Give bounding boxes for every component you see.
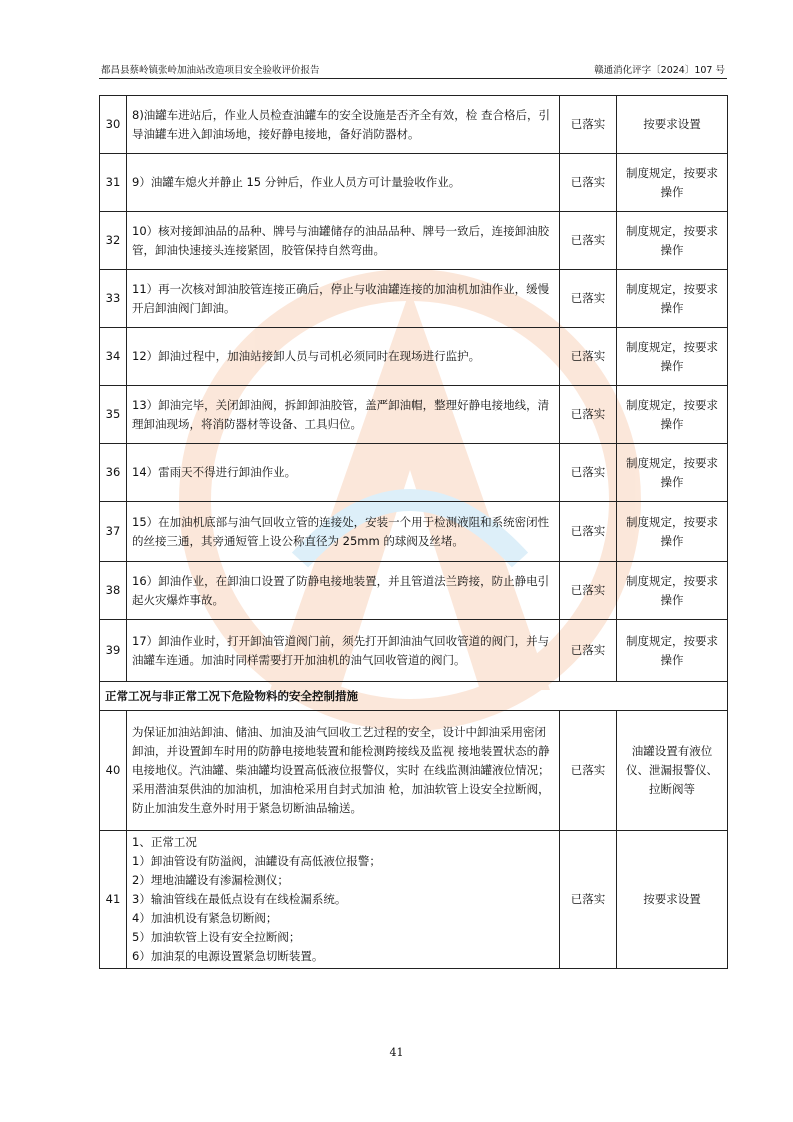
row-remark: 制度规定，按要求操作 [617,502,728,562]
row-number: 41 [100,831,127,969]
row-content: 16）卸油作业，在卸油口设置了防静电接地装置，并且管道法兰跨接，防止静电引起火灾爆炸事故。 [127,562,560,620]
row-number: 34 [100,328,127,386]
row-content: 为保证加油站卸油、储油、加油及油气回收工艺过程的安全，设计中卸油采用密闭卸油，并设置卸车时用的防静电接地装置和能检测跨接线及监视 接地装置状态的静电接地仪。汽油罐、柴油罐均设置高低液位报警仪，实时 在线监测油罐液位情况；采用潜油泵供油的加油机，加油枪采用自封式加油 枪，加油软管上设安全拉断阀，防止加油发生意外时用于紧急切断油品输送。 [127,711,560,831]
table-row [100,831,728,969]
row-remark: 制度规定，按要求操作 [617,444,728,502]
row-status: 已落实 [560,620,617,682]
row-content-line: 4）加油机设有紧急切断阀； [132,911,278,925]
row-content-line: 6）加油泵的电源设置紧急切断装置。 [132,949,324,963]
row-remark: 按要求设置 [617,96,728,154]
row-number: 36 [100,444,127,502]
row-remark: 制度规定，按要求操作 [617,328,728,386]
row-remark: 制度规定，按要求操作 [617,620,728,682]
row-content: 8)油罐车进站后，作业人员检查油罐车的安全设施是否齐全有效，检 查合格后，引导油罐车进入卸油场地，接好静电接地，备好消防器材。 [127,96,560,154]
table-row [100,328,728,386]
table-row [100,212,728,270]
row-content: 9）油罐车熄火并静止 15 分钟后，作业人员方可计量验收作业。 [127,154,560,212]
row-content-line: 5）加油软管上设有安全拉断阀； [132,930,301,944]
row-content: 17）卸油作业时，打开卸油管道阀门前，须先打开卸油油气回收管道的阀门，并与油罐车连通。加油时同样需要打开加油机的油气回收管道的阀门。 [127,620,560,682]
header-document-number: 赣通消化评字〔2024〕107 号 [594,65,725,76]
header-report-title: 都昌县蔡岭镇张岭加油站改造项目安全验收评价报告 [101,65,320,76]
row-status: 已落实 [560,562,617,620]
row-remark: 制度规定，按要求操作 [617,386,728,444]
table-row [100,96,728,154]
row-remark: 按要求设置 [617,831,728,969]
row-content: 14）雷雨天不得进行卸油作业。 [127,444,560,502]
table-row [100,444,728,502]
section-heading-row [100,682,728,711]
row-number: 35 [100,386,127,444]
row-content: 10）核对接卸油品的品种、牌号与油罐储存的油品品种、牌号一致后，连接卸油胶管，卸油快速接头连接紧固，胶管保持自然弯曲。 [127,212,560,270]
row-status: 已落实 [560,96,617,154]
row-number: 37 [100,502,127,562]
row-number: 31 [100,154,127,212]
row-number: 40 [100,711,127,831]
row-content: 12）卸油过程中，加油站接卸人员与司机必须同时在现场进行监护。 [127,328,560,386]
section-title: 正常工况与非正常工况下危险物料的安全控制措施 [100,682,728,711]
table-row [100,620,728,682]
row-number: 39 [100,620,127,682]
row-content-line: 1）卸油管设有防溢阀，油罐设有高低液位报警； [132,854,381,868]
safety-measures-table [99,95,728,969]
row-status: 已落实 [560,212,617,270]
table-row [100,154,728,212]
row-content-line: 3）输油管线在最低点设有在线检漏系统。 [132,892,347,906]
row-status: 已落实 [560,154,617,212]
row-number: 33 [100,270,127,328]
row-content-line: 1、正常工况 [132,835,197,849]
row-status: 已落实 [560,270,617,328]
row-remark: 制度规定，按要求操作 [617,212,728,270]
row-remark: 制度规定，按要求操作 [617,270,728,328]
table-row [100,386,728,444]
row-content: 13）卸油完毕，关闭卸油阀，拆卸卸油胶管，盖严卸油帽，整理好静电接地线，清理卸油现场，将消防器材等设备、工具归位。 [127,386,560,444]
row-content-line: 2）埋地油罐设有渗漏检测仪； [132,873,289,887]
row-number: 32 [100,212,127,270]
row-status: 已落实 [560,711,617,831]
table-row [100,502,728,562]
row-number: 38 [100,562,127,620]
row-content: 15）在加油机底部与油气回收立管的连接处，安装一个用于检测液阻和系统密闭性的丝接三通，其旁通短管上设公称直径为 25mm 的球阀及丝堵。 [127,502,560,562]
row-status: 已落实 [560,386,617,444]
table-row [100,711,728,831]
page-number: 41 [389,1046,404,1059]
row-status: 已落实 [560,328,617,386]
row-remark: 制度规定，按要求操作 [617,562,728,620]
table-row [100,562,728,620]
row-content: 11）再一次核对卸油胶管连接正确后，停止与收油罐连接的加油机加油作业，缓慢开启卸油阀门卸油。 [127,270,560,328]
row-status: 已落实 [560,502,617,562]
row-content [127,831,560,969]
table-row [100,270,728,328]
page-header [99,60,727,79]
row-remark: 制度规定，按要求操作 [617,154,728,212]
row-remark: 油罐设置有液位仪、泄漏报警仪、拉断阀等 [617,711,728,831]
row-number: 30 [100,96,127,154]
row-status: 已落实 [560,831,617,969]
row-status: 已落实 [560,444,617,502]
